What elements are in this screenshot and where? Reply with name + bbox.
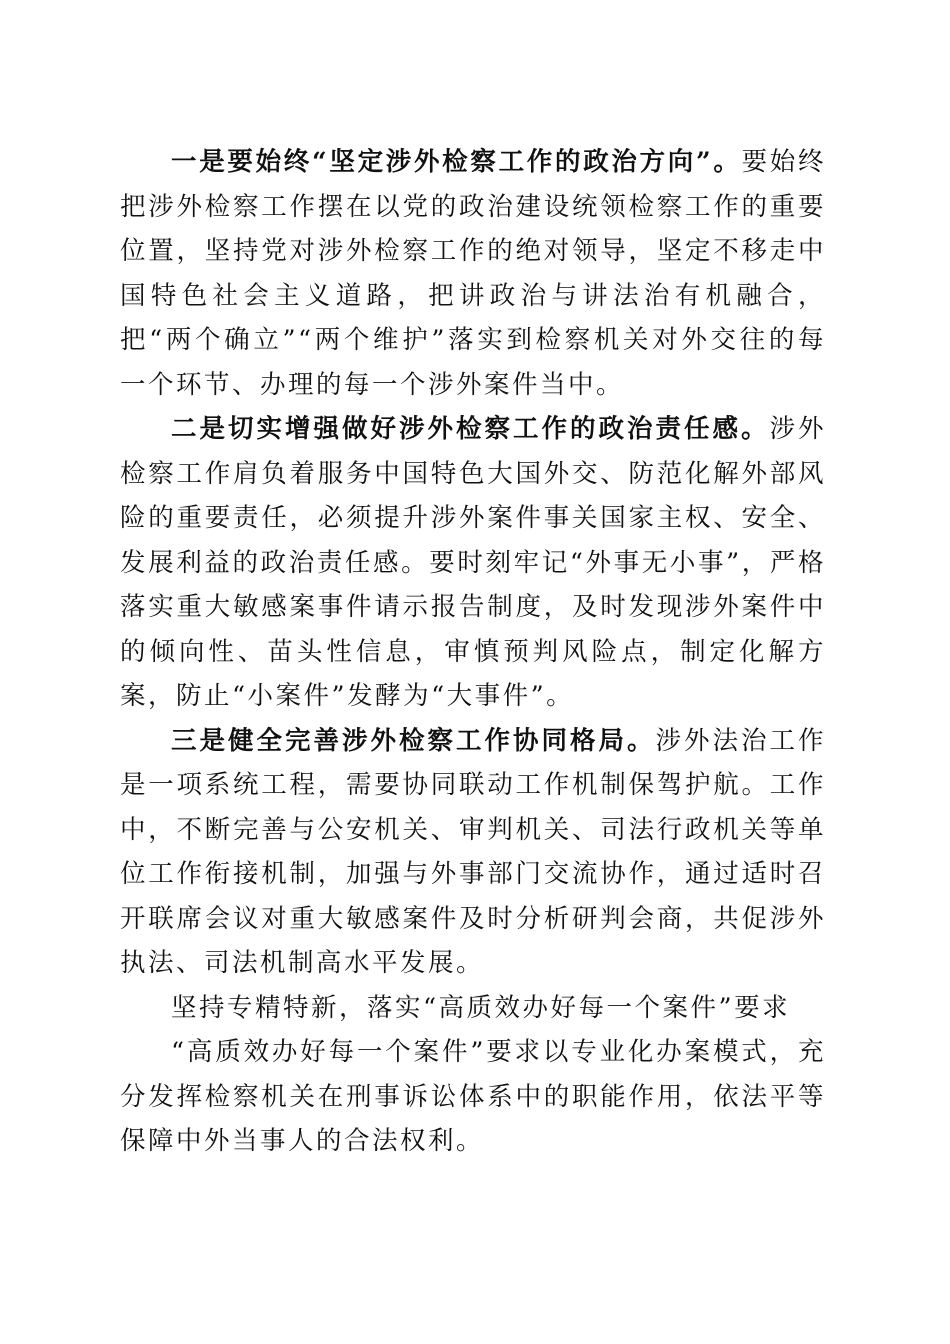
paragraph-body: 涉外法治工作是一项系统工程，需要协同联动工作机制保驾护航。工作中，不断完善与公安机关、审判机关、司法行政机关等单位工作衔接机制，加强与外事部门交流协作，通过适时召开联席会议对重大敏感案件及时分析研判会商，共促涉外执法、司法机制高水平发展。 bbox=[120, 725, 826, 978]
paragraph-body: 要始终把涉外检察工作摆在以党的政治建设统领检察工作的重要位置，坚持党对涉外检察工作的绝对领导，坚定不移走中国特色社会主义道路，把讲政治与讲法治有机融合，把“两个确立”“两个维护”落实到检察机关对外交往的每一个环节、办理的每一个涉外案件当中。 bbox=[120, 147, 826, 400]
paragraph-closing: “高质效办好每一个案件”要求以专业化办案模式，充分发挥检察机关在刑事诉讼体系中的职能作用，依法平等保障中外当事人的合法权利。 bbox=[120, 1037, 826, 1156]
paragraph-body: 涉外检察工作肩负着服务中国特色大国外交、防范化解外部风险的重要责任，必须提升涉外案件事关国家主权、安全、发展利益的政治责任感。要时刻牢记“外事无小事”，严格落实重大敏感案事件请示报告制度，及时发现涉外案件中的倾向性、苗头性信息，审慎预判风险点，制定化解方案，防止“小案件”发酵为“大事件”。 bbox=[120, 414, 826, 711]
section-heading: 坚持专精特新，落实“高质效办好每一个案件”要求 bbox=[171, 992, 791, 1023]
paragraph-coordination bbox=[120, 719, 826, 986]
document-body bbox=[120, 140, 826, 1164]
paragraph-lead: 三是健全完善涉外检察工作协同格局。 bbox=[171, 725, 656, 756]
paragraph-lead: 一是要始终“坚定涉外检察工作的政治方向”。 bbox=[171, 147, 742, 177]
paragraph-lead: 二是切实增强做好涉外检察工作的政治责任感。 bbox=[171, 414, 770, 444]
paragraph-political-responsibility bbox=[120, 407, 826, 719]
paragraph-political-direction bbox=[120, 140, 826, 407]
